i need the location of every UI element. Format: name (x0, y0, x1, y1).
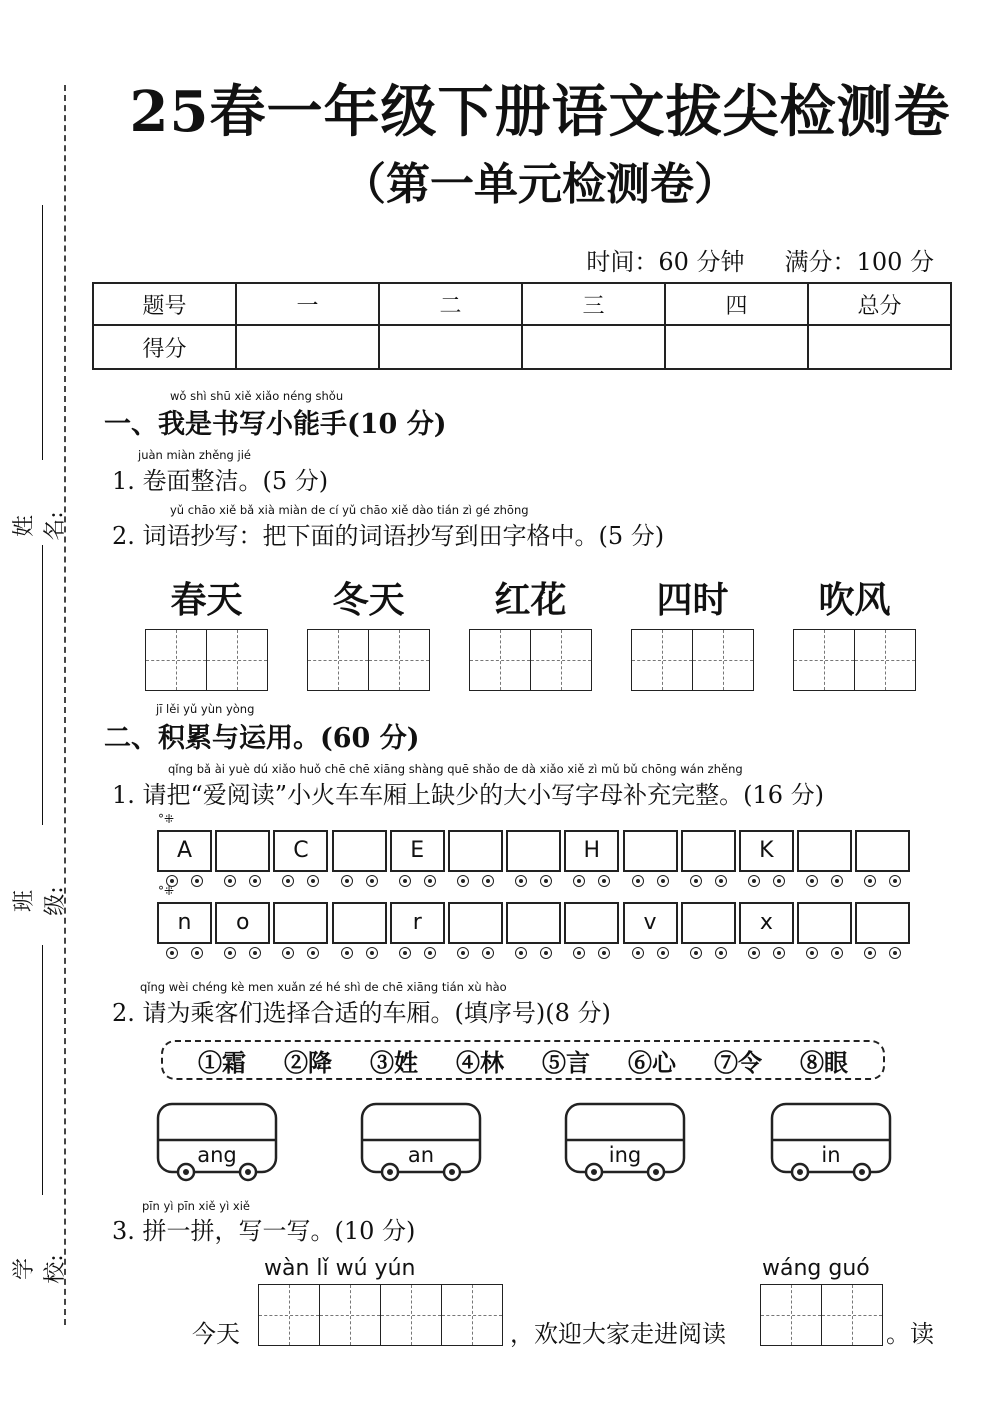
s2-question-3: 3. 拼一拼，写一写。(10 分) (112, 1217, 416, 1245)
q3-write-grid-4[interactable] (258, 1284, 503, 1346)
train-car[interactable] (564, 902, 619, 944)
table-cell: 二 (379, 283, 522, 325)
s1-question-2: 2. 词语抄写：把下面的词语抄写到田字格中。(5 分) (112, 522, 665, 550)
q3-text-end: 。读 (886, 1320, 934, 1348)
wheel-icon (282, 947, 294, 959)
q2-pinyin: yǔ chāo xiě bǎ xià miàn de cí yǔ chāo xiě dào tián zì gé zhōng (170, 503, 529, 517)
wheel-icon (690, 875, 702, 887)
tianzige-grid[interactable] (469, 629, 592, 691)
wheel-icon (482, 875, 494, 887)
wheel-icon (598, 875, 610, 887)
train-car[interactable] (448, 830, 503, 872)
wheel-icon (307, 875, 319, 887)
wheel-icon (457, 875, 469, 887)
train-car[interactable] (855, 902, 910, 944)
wheel-icon (690, 947, 702, 959)
wheel-icon (748, 875, 760, 887)
train-car[interactable]: n (157, 902, 212, 944)
option-item: ①霜 (198, 1047, 246, 1077)
train-car[interactable]: A (157, 830, 212, 872)
q3-pinyin-wanli: wàn lǐ wú yún (264, 1256, 416, 1281)
wheel-icon (341, 947, 353, 959)
wheel-icon (831, 947, 843, 959)
copy-word: 冬天 (332, 579, 405, 621)
section2-pinyin: jī lěi yǔ yùn yòng (156, 702, 255, 716)
copy-word: 红花 (494, 579, 567, 621)
full-score: 满分：100 分 (784, 248, 934, 276)
class-label: 班级: (12, 886, 68, 916)
section2-title: 二、积累与运用。(60 分) (104, 723, 420, 754)
section1-title: 一、我是书写小能手(10 分) (104, 409, 447, 440)
tianzige-grid[interactable] (793, 629, 916, 691)
train-car[interactable]: v (623, 902, 678, 944)
wheel-icon (307, 947, 319, 959)
wheel-icon (224, 947, 236, 959)
q3-write-grid-2[interactable] (760, 1284, 883, 1346)
copy-word: 春天 (170, 579, 243, 621)
wheel-icon (773, 947, 785, 959)
wheel-icon (166, 947, 178, 959)
score-table-score-row (93, 325, 951, 369)
score-input-cell[interactable] (236, 325, 379, 369)
wheel-icon (366, 947, 378, 959)
name-label: 姓名: (12, 511, 68, 541)
tianzige-grid[interactable] (307, 629, 430, 691)
wheel-icon (773, 875, 785, 887)
train-car[interactable] (506, 830, 561, 872)
binding-dashed-line (64, 85, 66, 1325)
wheel-icon (598, 947, 610, 959)
wheel-icon (889, 947, 901, 959)
wheel-icon (715, 947, 727, 959)
s2-q1-pinyin: qǐng bǎ ài yuè dú xiǎo huǒ chē chē xiāng shàng quē shǎo de dà xiǎo xiě zì mǔ bǔ chōng wán zhěng (168, 762, 743, 776)
wheel-icon (457, 947, 469, 959)
s1-question-1: 1. 卷面整洁。(5 分) (112, 467, 329, 495)
train-car[interactable]: C (273, 830, 328, 872)
score-input-cell[interactable] (665, 325, 808, 369)
school-label: 学校: (12, 1254, 68, 1284)
wheel-icon (632, 947, 644, 959)
wheel-icon (831, 875, 843, 887)
q1-pinyin: juàn miàn zhěng jié (138, 448, 251, 462)
train-smoke-icon: °⁜ (158, 812, 175, 826)
page-title: 25春一年级下册语文拔尖检测卷 (129, 79, 951, 145)
score-input-cell[interactable] (522, 325, 665, 369)
train-car[interactable] (623, 830, 678, 872)
exam-info (546, 242, 934, 277)
q3-text-jintian: 今天 (192, 1320, 240, 1348)
character-options-box (161, 1040, 885, 1080)
bus-icon (360, 1102, 482, 1182)
time-limit: 时间：60 分钟 (586, 248, 745, 276)
table-cell: 总分 (808, 283, 951, 325)
wheel-icon (191, 875, 203, 887)
bus-label: in (821, 1143, 841, 1167)
wheel-icon (540, 875, 552, 887)
school-underline (42, 945, 43, 1195)
section1-pinyin: wǒ shì shū xiě xiǎo néng shǒu (170, 389, 344, 403)
bus-icon (156, 1102, 278, 1182)
wheel-icon (864, 947, 876, 959)
tianzige-grid[interactable] (631, 629, 754, 691)
train-car[interactable]: o (215, 902, 270, 944)
wheel-icon (424, 947, 436, 959)
train-uppercase (157, 830, 913, 872)
s2-q2-pinyin: qǐng wèi chéng kè men xuǎn zé hé shì de chē xiāng tián xù hào (140, 980, 507, 994)
page-subtitle: （第一单元检测卷） (342, 159, 738, 210)
wheel-icon (748, 947, 760, 959)
score-table-header-row (93, 283, 951, 325)
s2-q3-pinyin: pīn yì pīn xiě yì xiě (142, 1199, 250, 1213)
option-item: ③姓 (370, 1047, 418, 1077)
s2-question-2: 2. 请为乘客们选择合适的车厢。(填序号)(8 分) (112, 999, 611, 1027)
wheel-icon (864, 875, 876, 887)
wheel-icon (889, 875, 901, 887)
wheel-icon (282, 875, 294, 887)
wheel-icon (366, 875, 378, 887)
wheel-icon (515, 947, 527, 959)
q3-pinyin-wangguo: wáng guó (762, 1256, 870, 1281)
train-car[interactable] (332, 830, 387, 872)
wheel-icon (806, 875, 818, 887)
bus-car[interactable] (770, 1102, 892, 1186)
train-car[interactable]: x (739, 902, 794, 944)
bus-label: an (407, 1143, 435, 1167)
tianzige-grid[interactable] (145, 629, 268, 691)
train-car[interactable]: E (390, 830, 445, 872)
wheel-icon (573, 875, 585, 887)
score-table (92, 282, 952, 370)
wheel-icon (657, 947, 669, 959)
train-car[interactable] (681, 830, 736, 872)
name-underline (42, 205, 43, 460)
option-item: ⑤言 (542, 1047, 590, 1077)
wheel-icon (515, 875, 527, 887)
train-lowercase (157, 902, 913, 944)
table-cell: 一 (236, 283, 379, 325)
wheel-icon (191, 947, 203, 959)
wheel-icon (249, 947, 261, 959)
train-car[interactable] (448, 902, 503, 944)
train-car[interactable]: H (564, 830, 619, 872)
wheel-icon (806, 947, 818, 959)
table-cell: 三 (522, 283, 665, 325)
wheel-icon (715, 875, 727, 887)
wheel-icon (424, 875, 436, 887)
option-item: ⑥心 (628, 1047, 676, 1077)
q3-text-middle: ，欢迎大家走进阅读 (510, 1320, 726, 1348)
wheel-icon (540, 947, 552, 959)
wheel-icon (573, 947, 585, 959)
table-cell: 题号 (93, 283, 236, 325)
wheel-icon (657, 875, 669, 887)
train-smoke-icon: °⁜ (158, 884, 175, 898)
bus-icon (770, 1102, 892, 1182)
option-item: ⑦令 (714, 1047, 762, 1077)
bus-car[interactable] (360, 1102, 482, 1186)
score-input-cell[interactable] (808, 325, 951, 369)
train-car[interactable] (855, 830, 910, 872)
train-car[interactable] (797, 830, 852, 872)
score-input-cell[interactable] (379, 325, 522, 369)
option-item: ④林 (456, 1047, 504, 1077)
bus-label: ing (608, 1143, 642, 1167)
option-item: ②降 (284, 1047, 332, 1077)
wheel-icon (399, 947, 411, 959)
train-car[interactable] (215, 830, 270, 872)
copy-word: 四时 (656, 579, 729, 621)
wheel-icon (341, 875, 353, 887)
copy-word: 吹风 (818, 579, 891, 621)
train-car[interactable] (681, 902, 736, 944)
wheel-icon (632, 875, 644, 887)
wheel-icon (224, 875, 236, 887)
bus-icon (564, 1102, 686, 1182)
s2-question-1: 1. 请把“爱阅读”小火车车厢上缺少的大小写字母补充完整。(16 分) (112, 781, 824, 809)
train-car[interactable]: r (390, 902, 445, 944)
train-car[interactable]: K (739, 830, 794, 872)
table-cell: 得分 (93, 325, 236, 369)
bus-label: ang (197, 1143, 237, 1167)
bus-car[interactable] (156, 1102, 278, 1186)
train-car[interactable] (332, 902, 387, 944)
wheel-icon (249, 875, 261, 887)
train-car[interactable] (273, 902, 328, 944)
train-car[interactable] (506, 902, 561, 944)
wheel-icon (482, 947, 494, 959)
class-underline (42, 545, 43, 825)
bus-car[interactable] (564, 1102, 686, 1186)
train-car[interactable] (797, 902, 852, 944)
table-cell: 四 (665, 283, 808, 325)
wheel-icon (399, 875, 411, 887)
option-item: ⑧眼 (800, 1047, 848, 1077)
